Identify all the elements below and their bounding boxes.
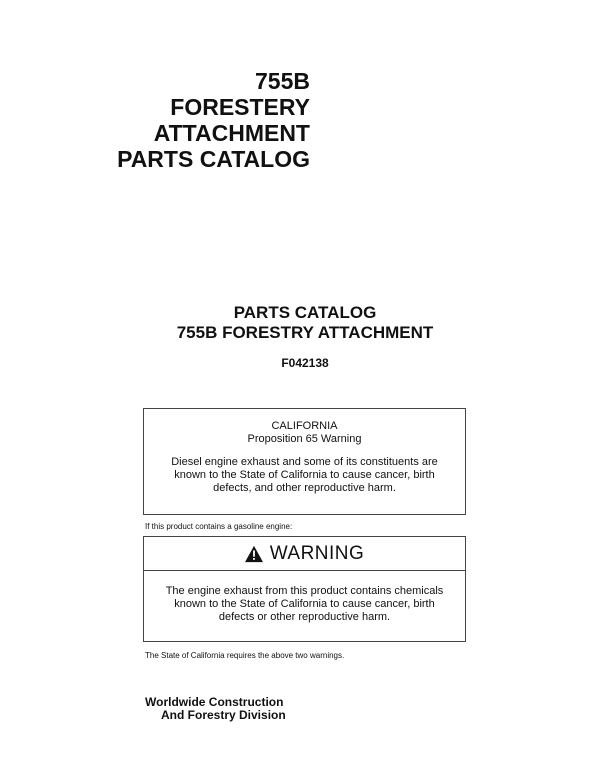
state-note: The State of California requires the above two warnings. bbox=[145, 651, 345, 660]
warning-heading: WARNING bbox=[269, 543, 365, 564]
california-body bbox=[144, 456, 465, 495]
title-line: FORESTERY bbox=[170, 94, 310, 120]
subtitle-line: 755B FORESTRY ATTACHMENT bbox=[176, 323, 434, 342]
title-line: 755B bbox=[255, 68, 310, 94]
document-title bbox=[117, 68, 310, 172]
division-line: Worldwide Construction bbox=[145, 695, 284, 709]
document-subtitle bbox=[0, 303, 600, 370]
california-subheading: Proposition 65 Warning bbox=[247, 433, 362, 445]
gasoline-note: If this product contains a gasoline engine: bbox=[145, 522, 293, 531]
california-warning-box bbox=[143, 408, 466, 515]
division-line: And Forestry Division bbox=[161, 708, 286, 722]
body-line: known to the State of California to cause cancer, birth bbox=[174, 469, 435, 481]
california-heading: CALIFORNIA bbox=[271, 420, 338, 432]
warning-box bbox=[143, 536, 466, 642]
body-line: defects, and other reproductive harm. bbox=[213, 482, 396, 494]
catalog-number: F042138 bbox=[281, 356, 329, 370]
title-line: ATTACHMENT bbox=[153, 120, 310, 146]
body-line: Diesel engine exhaust and some of its constituents are bbox=[171, 456, 438, 468]
warning-body bbox=[144, 571, 465, 624]
body-line: The engine exhaust from this product contains chemicals bbox=[165, 585, 444, 597]
warning-header bbox=[144, 537, 465, 571]
warning-triangle-icon bbox=[245, 545, 263, 563]
body-line: defects or other reproductive harm. bbox=[218, 611, 391, 623]
body-line: known to the State of California to cause cancer, birth bbox=[174, 598, 435, 610]
subtitle-line: PARTS CATALOG bbox=[233, 303, 377, 322]
division-name bbox=[145, 696, 286, 722]
title-line: PARTS CATALOG bbox=[117, 146, 310, 172]
